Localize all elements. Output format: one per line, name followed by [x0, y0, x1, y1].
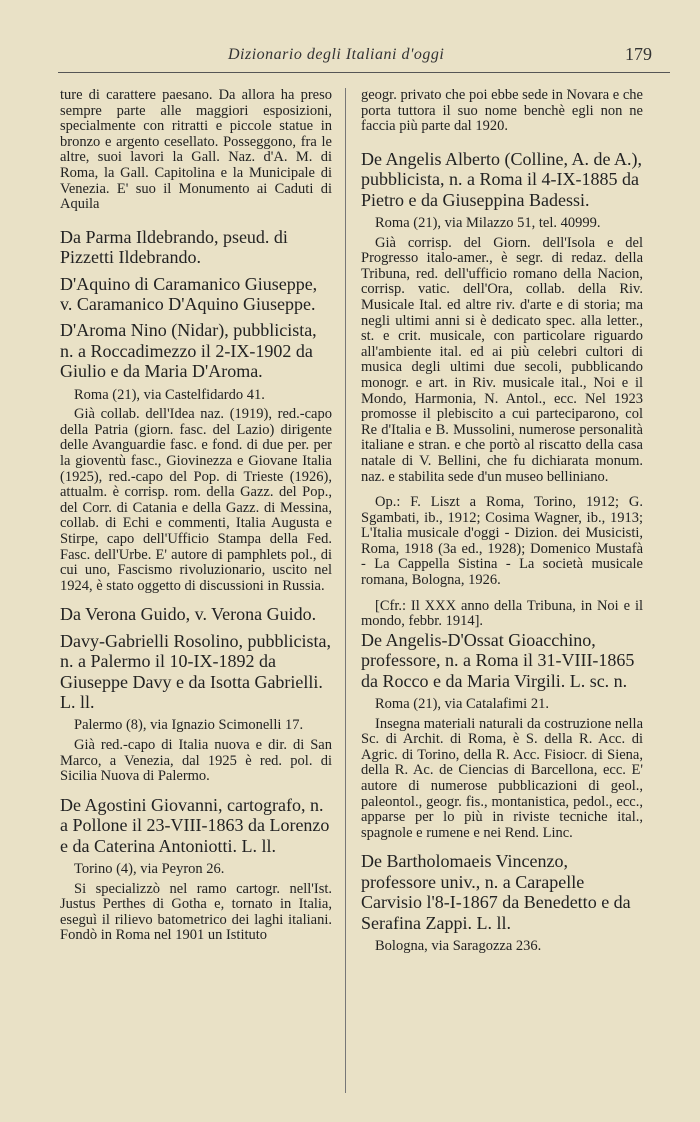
right-column — [361, 88, 643, 959]
entry-heading: De Angelis-D'Ossat Gioacchino, professore, n. a Roma il 31-VIII-1865 da Rocco e da Maria Virgili. L. sc. n. — [361, 629, 635, 691]
left-column — [60, 88, 332, 954]
continued-text: ture di carattere paesano. Da allora ha preso sempre parte alle maggiori esposizioni, specialmente con ritratti e piccole statue in bronzo e argento cesellato. Posseggono, fra le altre, suoi lavori la Gall. Naz. d'A. M. di Roma, la Gall. Capitolina e la Municipale di Venezia. E' suo il Monumento ai Caduti di Aquila — [60, 87, 332, 213]
entry-heading: Davy-Gabrielli Rosolino, pubblicista, n. a Palermo il 10-IX-1892 da Giuseppe Davy e da Isotta Gabrielli. L. ll. — [60, 630, 331, 712]
entry-body: Si specializzò nel ramo cartogr. nell'Ist. Justus Perthes di Gotha e, tornato in Italia, eseguì il rilievo batometrico dei laghi italiani. Fondò in Roma nel 1901 un Istituto — [60, 880, 332, 944]
entry-address: Torino (4), via Peyron 26. — [74, 860, 225, 877]
entry-heading: De Agostini Giovanni, cartografo, n. a Pollone il 23-VIII-1863 da Lorenzo e da Caterina Antoniotti. L. ll. — [60, 794, 330, 856]
entry-citation: [Cfr.: Il XXX anno della Tribuna, in Noi e il mondo, febbr. 1914]. — [361, 597, 643, 630]
entry-body: Op.: F. Liszt a Roma, Torino, 1912; G. Sgambati, ib., 1912; Cosima Wagner, ib., 1913; L'Italia musicale d'oggi - Dizion. dei Musicisti, Roma, 1918 (3a ed., 1928); Domenico Mustafà - La Cappella Sistina - La società musicale romana, Bologna, 1926. — [361, 494, 643, 589]
entry-body: Già corrisp. del Giorn. dell'Isola e del Progresso italo-amer., è segr. di redaz. della Tribuna, red. dell'ufficio romano della Nacion, corrisp. vatic. dell'Ora, collab. della Riv. Musicale Ital. ed altre riv. d'arte e di storia; ma negli ultimi anni si è dedicato spec. alla letter., st. e crit. musicale, con particolare riguardo all'ambiente ital. ed ai più celebri cultori di musica degli ultimi due secoli, pubblicando monogr. e art. in Riv. musicale ital., Noi e il Mondo, Harmonia, N. Antol., ecc. Nel 1923 promosse il plebiscito a cui parteciparono, col Re d'Italia e B. Mussolini, numerose personalità italiane e stran. e che portò al riscatto della casa natale di V. Bellini, che fu dichiarata monum. naz. e stabilita sede d'un museo belliniano. — [361, 234, 643, 485]
entry-heading: Da Parma Ildebrando, pseud. di Pizzetti Ildebrando. — [60, 226, 288, 268]
continued-text: geogr. privato che poi ebbe sede in Novara e che porta tuttora il suo nome benchè egli non ne faccia più parte dal 1920. — [361, 87, 643, 135]
entry-address: Roma (21), via Castelfidardo 41. — [74, 386, 265, 403]
entry-heading: De Angelis Alberto (Colline, A. de A.), pubblicista, n. a Roma il 4-IX-1885 da Pietro e da Giuseppina Badessi. — [361, 148, 642, 210]
column-divider — [345, 88, 346, 1093]
running-header — [58, 46, 670, 73]
entry-body: Già red.-capo di Italia nuova e dir. di San Marco, a Venezia, dal 1925 è red. pol. di Sicilia Nuova di Palermo. — [60, 736, 332, 785]
entry-address: Roma (21), via Catalafimi 21. — [375, 696, 549, 713]
entry-heading: De Bartholomaeis Vincenzo, professore univ., n. a Carapelle Carvisio l'8-I-1867 da Benedetto e da Serafina Zappi. L. ll. — [361, 851, 631, 933]
entry-body: Insegna materiali naturali da costruzione nella Sc. di Archit. di Roma, è S. della R. Acc. di Agric. di Torino, della R. Acc. Fisiocr. di Siena, della R. Ac. de Ciencias di Barcellona, ecc. E' autore di numerose pubblicazioni di geol., paleontol., geogr. fis., montanistica, pedol., ecc., apparse per lo più in riviste tecniche ital., spagnole e rumene e nei Rend. Linc. — [361, 715, 643, 841]
entry-address: Roma (21), via Milazzo 51, tel. 40999. — [375, 215, 601, 231]
running-title: Dizionario degli Italiani d'oggi — [228, 46, 445, 63]
entry-address: Palermo (8), via Ignazio Scimonelli 17. — [74, 717, 304, 734]
entry-heading: D'Aroma Nino (Nidar), pubblicista, n. a Roccadimezzo il 2-IX-1902 da Giulio e da Maria D'Aroma. — [60, 320, 317, 382]
page-number: 179 — [625, 44, 652, 64]
entry-body: Già collab. dell'Idea naz. (1919), red.-capo della Patria (giorn. fasc. del Lazio) dirigente delle Avanguardie fasc. e fond. di due per. per la gioventù fasc., Giovinezza e Giovane Italia (1925), red.-capo del Pop. di Trieste (1926), attualm. è corrisp. rom. della Gazz. del Pop., del Corr. di Catania e della Gazz. di Messina, collab. di Echi e commenti, Italia Augusta e Stirpe, capo dell'Ufficio Stampa della Fed. Fasc. dell'Urbe. E' autore di pamphlets pol., di cui uno, Fascismo rivoluzionario, uscito nel 1924, è stato oggetto di discussioni in Russia. — [60, 406, 332, 594]
entry-address: Bologna, via Saragozza 236. — [375, 938, 542, 955]
entry-heading: D'Aquino di Caramanico Giuseppe, v. Caramanico D'Aquino Giuseppe. — [60, 273, 318, 314]
entry-heading: Da Verona Guido, v. Verona Guido. — [60, 604, 317, 625]
